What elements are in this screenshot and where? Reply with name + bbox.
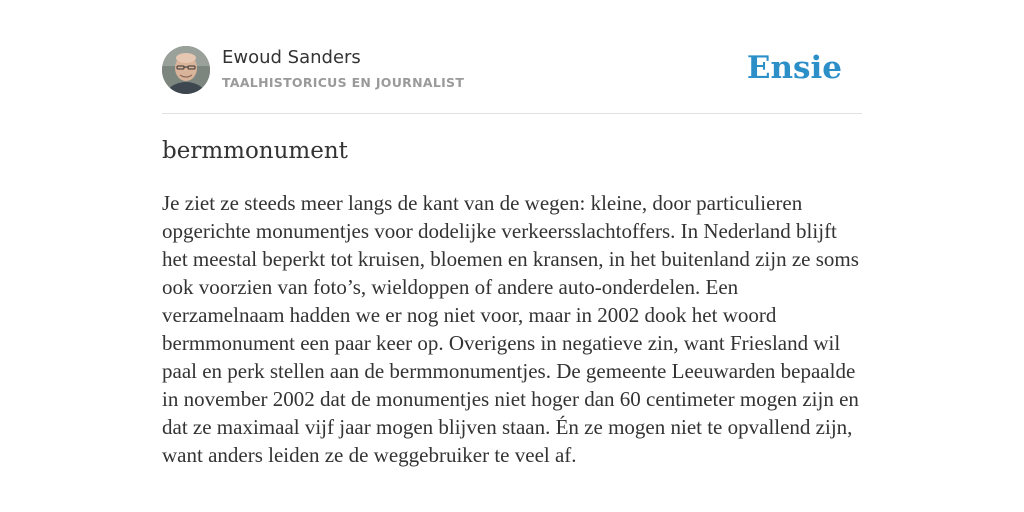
author-avatar[interactable]	[162, 46, 210, 94]
author-name[interactable]: Ewoud Sanders	[222, 47, 361, 68]
author-portrait-icon	[162, 46, 210, 94]
header-divider	[162, 113, 862, 114]
entry-card	[162, 0, 862, 512]
entry-body: Je ziet ze steeds meer langs de kant van de wegen: kleine, door particulieren opgerichte monumentjes voor dodelijke verkeersslachtoffers. In Nederland blijft het meestal beperkt tot kruisen, bloemen en kransen, in het buitenland zijn ze soms ook voorzien van foto’s, wieldoppen of andere auto-onderdelen. Een verzamelnaam hadden we er nog niet voor, maar in 2002 dook het woord bermmonument een paar keer op. Overigens in negatieve zin, want Friesland wil paal en perk stellen aan de bermmonumentjes. De gemeente Leeuwarden bepaalde in november 2002 dat de monumentjes niet hoger dan 60 centimeter mogen zijn en dat ze maximaal vijf jaar mogen blijven staan. Én ze mogen niet te opvallend zijn, want anders leiden ze de weggebruiker te veel af.	[162, 191, 859, 467]
ensie-logo[interactable]: Ensie	[746, 50, 842, 86]
entry-title: bermmonument	[162, 138, 348, 164]
entry-header	[162, 46, 862, 96]
author-role: TAALHISTORICUS EN JOURNALIST	[222, 75, 465, 90]
